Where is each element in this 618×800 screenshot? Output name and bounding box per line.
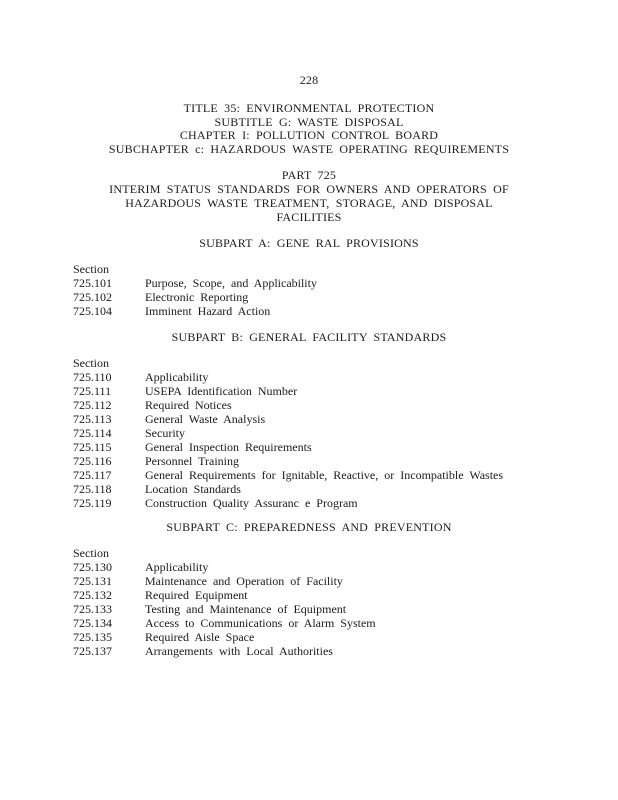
subpart-b-heading: SUBPART B: GENERAL FACILITY STANDARDS bbox=[171, 330, 447, 344]
section-number: 725.119 bbox=[73, 496, 112, 510]
section-entry bbox=[73, 440, 593, 454]
section-title: Location Standards bbox=[145, 482, 241, 496]
section-number: 725.110 bbox=[73, 370, 112, 384]
section-title: General Waste Analysis bbox=[145, 412, 266, 426]
section-entry bbox=[73, 482, 593, 496]
section-title: Required Aisle Space bbox=[145, 630, 255, 644]
subpart-a-heading: SUBPART A: GENE RAL PROVISIONS bbox=[199, 236, 419, 250]
section-number: 725.114 bbox=[73, 426, 112, 440]
section-column-label: Section bbox=[73, 546, 109, 560]
subpart-c-heading: SUBPART C: PREPAREDNESS AND PREVENTION bbox=[166, 520, 452, 534]
section-title: General Requirements for Ignitable, Reactive, or Incompatible Wastes bbox=[145, 468, 504, 482]
section-number: 725.112 bbox=[73, 398, 112, 412]
section-column-label: Section bbox=[73, 356, 109, 370]
section-number: 725.115 bbox=[73, 440, 112, 454]
section-column-label: Section bbox=[73, 262, 109, 276]
section-entry bbox=[73, 468, 593, 482]
section-title: General Inspection Requirements bbox=[145, 440, 312, 454]
section-title: Required Notices bbox=[145, 398, 232, 412]
part-title-line-1: INTERIM STATUS STANDARDS FOR OWNERS AND OPERATORS OF bbox=[109, 182, 509, 196]
section-title: Arrangements with Local Authorities bbox=[145, 644, 333, 658]
section-entry bbox=[73, 630, 593, 644]
section-number: 725.118 bbox=[73, 482, 112, 496]
section-title: USEPA Identification Number bbox=[145, 384, 298, 398]
subchapter-heading: SUBCHAPTER c: HAZARDOUS WASTE OPERATING REQUIREMENTS bbox=[108, 142, 510, 156]
part-number: PART 725 bbox=[281, 168, 337, 182]
section-number: 725.131 bbox=[73, 574, 112, 588]
section-title: Electronic Reporting bbox=[145, 290, 249, 304]
section-entry bbox=[73, 412, 593, 426]
section-title: Maintenance and Operation of Facility bbox=[145, 574, 343, 588]
section-number: 725.134 bbox=[73, 616, 112, 630]
subpart-b-section-list bbox=[73, 356, 593, 510]
subtitle-heading: SUBTITLE G: WASTE DISPOSAL bbox=[214, 115, 404, 129]
section-number: 725.130 bbox=[73, 560, 112, 574]
section-number: 725.137 bbox=[73, 644, 112, 658]
section-title: Personnel Training bbox=[145, 454, 240, 468]
section-title: Applicability bbox=[145, 370, 209, 384]
section-entry bbox=[73, 602, 593, 616]
section-entry bbox=[73, 370, 593, 384]
section-title: Imminent Hazard Action bbox=[145, 304, 271, 318]
page-number: 228 bbox=[299, 73, 319, 87]
section-entry bbox=[73, 304, 593, 318]
section-entry bbox=[73, 616, 593, 630]
section-title: Testing and Maintenance of Equipment bbox=[145, 602, 347, 616]
section-number: 725.111 bbox=[73, 384, 112, 398]
chapter-heading: CHAPTER I: POLLUTION CONTROL BOARD bbox=[179, 128, 439, 142]
section-title: Applicability bbox=[145, 560, 209, 574]
section-number: 725.135 bbox=[73, 630, 112, 644]
section-number: 725.101 bbox=[73, 276, 112, 290]
section-entry bbox=[73, 560, 593, 574]
section-entry bbox=[73, 398, 593, 412]
subpart-c-section-list bbox=[73, 546, 593, 658]
section-entry bbox=[73, 276, 593, 290]
section-entry bbox=[73, 574, 593, 588]
part-title-line-3: FACILITIES bbox=[276, 210, 342, 224]
section-title: Construction Quality Assuranc e Program bbox=[145, 496, 358, 510]
section-entry bbox=[73, 426, 593, 440]
section-entry bbox=[73, 644, 593, 658]
section-number: 725.104 bbox=[73, 304, 112, 318]
section-number: 725.116 bbox=[73, 454, 112, 468]
section-title: Access to Communications or Alarm System bbox=[145, 616, 376, 630]
section-number: 725.117 bbox=[73, 468, 112, 482]
section-entry bbox=[73, 290, 593, 304]
section-title: Required Equipment bbox=[145, 588, 248, 602]
section-number: 725.102 bbox=[73, 290, 112, 304]
section-entry bbox=[73, 384, 593, 398]
section-number: 725.133 bbox=[73, 602, 112, 616]
subpart-a-section-list bbox=[73, 262, 593, 318]
title-heading: TITLE 35: ENVIRONMENTAL PROTECTION bbox=[183, 101, 435, 115]
part-title-line-2: HAZARDOUS WASTE TREATMENT, STORAGE, AND DISPOSAL bbox=[125, 196, 493, 210]
section-number: 725.113 bbox=[73, 412, 112, 426]
section-number: 725.132 bbox=[73, 588, 112, 602]
section-entry bbox=[73, 454, 593, 468]
section-entry bbox=[73, 496, 593, 510]
section-title: Purpose, Scope, and Applicability bbox=[145, 276, 317, 290]
section-entry bbox=[73, 588, 593, 602]
section-title: Security bbox=[145, 426, 185, 440]
